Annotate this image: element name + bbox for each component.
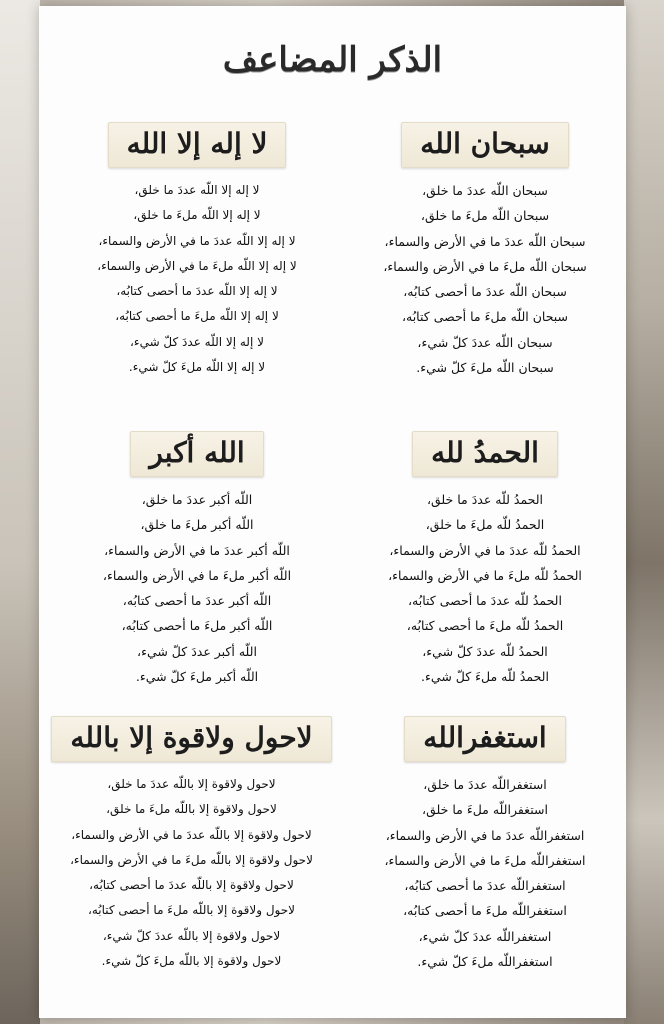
dhikr-line: الحمدُ للّه ملءَ ما أحصى كتابُه، xyxy=(406,618,564,634)
dhikr-line: استغفراللّه ملءَ ما أحصى كتابُه، xyxy=(403,903,567,919)
section-header-akbar: الله أكبر xyxy=(130,431,263,477)
dhikr-line: لا إله إلا اللّه ملءَ كلّ شيء. xyxy=(128,360,266,375)
section-istighfar xyxy=(354,716,616,974)
dhikr-line: استغفراللّه عددَ ما في الأرض والسماء، xyxy=(385,827,585,843)
dhikr-line: لاحول ولاقوة إلا باللّه عددَ كلّ شيء، xyxy=(102,928,281,943)
dhikr-line: الحمدُ للّه عددَ ما أحصى كتابُه، xyxy=(408,593,562,609)
dhikr-line: اللّه أكبر عددَ ما خلق، xyxy=(141,492,253,507)
dhikr-list-subhan xyxy=(354,178,616,380)
dhikr-line: لا إله إلا اللّه عددَ كلّ شيء، xyxy=(130,334,264,349)
section-header-lailaha: لا إله إلا الله xyxy=(108,122,287,168)
dhikr-line: سبحان اللّه ملءَ كلّ شيء. xyxy=(416,360,554,376)
dhikr-line: سبحان اللّه ملءَ ما في الأرض والسماء، xyxy=(383,258,587,274)
dhikr-line: استغفراللّه عددَ كلّ شيء، xyxy=(418,928,552,944)
dhikr-line: الحمدُ للّه ملءَ ما في الأرض والسماء، xyxy=(388,567,582,583)
page-title: الذكر المضاعف xyxy=(222,40,443,80)
dhikr-line: استغفراللّه عددَ ما أحصى كتابُه، xyxy=(404,878,566,894)
dhikr-line: لا إله إلا اللّه عددَ ما خلق، xyxy=(134,183,260,197)
dhikr-line: الحمدُ للّه ملءَ ما خلق، xyxy=(425,517,545,533)
section-lailaha xyxy=(57,122,337,380)
section-subhan xyxy=(354,122,616,380)
section-header-hamd: الحمدُ لله xyxy=(412,431,558,477)
dhikr-line: الحمدُ للّه عددَ كلّ شيء، xyxy=(422,643,548,659)
dhikr-line: اللّه أكبر ملءَ ما خلق، xyxy=(140,517,254,533)
dhikr-line: لاحول ولاقوة إلا باللّه ملءَ ما أحصى كتابُه، xyxy=(87,903,296,918)
background-right xyxy=(624,0,664,1024)
dhikr-line: لاحول ولاقوة إلا باللّه عددَ ما أحصى كتابُه، xyxy=(89,878,294,893)
dhikr-line: لاحول ولاقوة إلا باللّه عددَ ما خلق، xyxy=(107,777,276,791)
dhikr-list-istighfar xyxy=(354,772,616,974)
dhikr-list-lailaha xyxy=(57,178,337,380)
section-hamd xyxy=(354,431,616,689)
dhikr-line: استغفراللّه ملءَ ما في الأرض والسماء، xyxy=(384,852,586,868)
dhikr-line: سبحان اللّه ملءَ ما خلق، xyxy=(420,208,550,224)
dhikr-card xyxy=(39,6,626,1018)
dhikr-line: استغفراللّه عددَ ما خلق، xyxy=(423,777,547,792)
dhikr-line: لاحول ولاقوة إلا باللّه عددَ ما في الأرض والسماء، xyxy=(71,827,312,842)
dhikr-line: لا إله إلا اللّه ملءَ ما في الأرض والسماء، xyxy=(97,258,297,273)
dhikr-line: لاحول ولاقوة إلا باللّه ملءَ ما خلق، xyxy=(106,802,277,817)
section-header-hawla: لاحول ولاقوة إلا بالله xyxy=(51,716,331,762)
section-header-subhan: سبحان الله xyxy=(401,122,568,168)
section-hawla xyxy=(39,716,344,974)
dhikr-line: سبحان اللّه عددَ ما أحصى كتابُه، xyxy=(403,284,567,300)
dhikr-line: لاحول ولاقوة إلا باللّه ملءَ كلّ شيء. xyxy=(101,954,282,969)
section-header-istighfar: استغفرالله xyxy=(404,716,565,762)
dhikr-line: اللّه أكبر ملءَ كلّ شيء. xyxy=(135,669,259,685)
dhikr-line: لا إله إلا اللّه ملءَ ما أحصى كتابُه، xyxy=(115,309,279,324)
dhikr-line: لا إله إلا اللّه ملءَ ما خلق، xyxy=(133,208,261,223)
dhikr-line: لا إله إلا اللّه عددَ ما في الأرض والسماء، xyxy=(98,233,296,248)
dhikr-line: الحمدُ للّه عددَ ما خلق، xyxy=(426,492,544,507)
dhikr-line: اللّه أكبر عددَ ما في الأرض والسماء، xyxy=(104,542,290,558)
dhikr-line: سبحان اللّه عددَ ما في الأرض والسماء، xyxy=(384,233,586,249)
dhikr-list-hamd xyxy=(354,487,616,689)
background-left xyxy=(0,0,40,1024)
dhikr-line: اللّه أكبر عددَ كلّ شيء، xyxy=(137,643,257,659)
dhikr-line: اللّه أكبر ملءَ ما أحصى كتابُه، xyxy=(121,618,273,634)
dhikr-line: لا إله إلا اللّه عددَ ما أحصى كتابُه، xyxy=(116,284,278,299)
dhikr-line: سبحان اللّه عددَ كلّ شيء، xyxy=(417,334,553,350)
section-akbar xyxy=(57,431,337,689)
dhikr-list-hawla xyxy=(39,772,344,974)
dhikr-line: استغفراللّه ملءَ ما خلق، xyxy=(422,802,548,818)
dhikr-line: سبحان اللّه ملءَ ما أحصى كتابُه، xyxy=(401,309,569,325)
dhikr-line: اللّه أكبر ملءَ ما في الأرض والسماء، xyxy=(102,567,292,583)
dhikr-list-akbar xyxy=(57,487,337,689)
dhikr-line: لاحول ولاقوة إلا باللّه ملءَ ما في الأرض والسماء، xyxy=(70,852,313,867)
dhikr-line: الحمدُ للّه عددَ ما في الأرض والسماء، xyxy=(389,542,581,558)
dhikr-line: الحمدُ للّه ملءَ كلّ شيء. xyxy=(421,669,549,685)
dhikr-line: سبحان اللّه عددَ ما خلق، xyxy=(422,183,548,198)
dhikr-line: اللّه أكبر عددَ ما أحصى كتابُه، xyxy=(122,593,272,609)
dhikr-line: استغفراللّه ملءَ كلّ شيء. xyxy=(417,954,553,970)
